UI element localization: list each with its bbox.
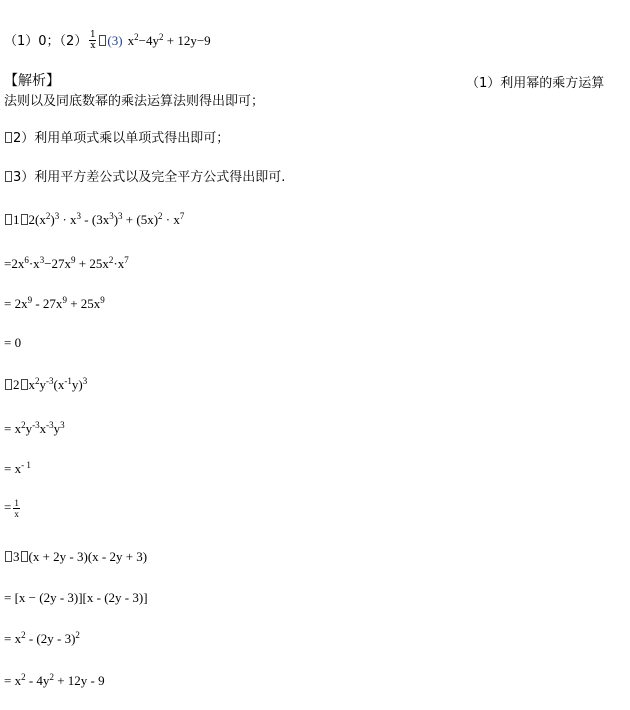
placeholder-box [21,379,28,390]
solution-2-fraction: $\frac{1}{x}$ [14,498,19,519]
answer-fraction [89,30,96,51]
placeholder-box [5,214,12,225]
answer-fraction-den: x [90,41,96,51]
solution-3-line: 3 (x + 2y - 3)(x - 2y + 3) [4,549,147,565]
answer-line [4,30,211,51]
answer-part-3-label: (3) [107,33,123,48]
analysis-line-3: 2）利用单项式乘以单项式得出即可； [4,127,229,146]
solution-3-step-b: = $x^2 - (2y - 3)^2$ [4,630,80,646]
placeholder-box [5,379,12,390]
solution-1-step-b: = $2x^9 - 27x^9 + 25x^9$ [4,295,105,311]
placeholder-box [5,551,12,562]
solution-2-step-b: = $x^{- 1}$ [4,460,31,476]
analysis-line-2: 法则以及同底数幂的乘法运算法则得出即可； [4,94,265,109]
solution-2-line: 2 $x^2y^{-3}(x^{-1}y)^3$ [4,377,87,393]
answer-fraction-num: 1 [90,30,96,40]
analysis-line-4: 3）利用平方差公式以及完全平方公式得出即可. [4,166,285,185]
solution-2-step-a: = $x^2y^{-3}x^{-3}y^3$ [4,420,65,436]
solution-3-result: = $x^2 - 4y^2 + 12y - 9$ [4,672,105,688]
placeholder-box [21,214,28,225]
solution-1-line: 1 $2(x^2)^3 \cdot x^3 - (3x^3)^3 + (5x)^2 \cdot x^7$ [4,212,184,228]
solution-1-step-a: $=2x^6\cdot x^3-27x^9 + 25x^2\cdot x^7$ [4,255,129,271]
answer-expression: $x^2-4y^2 + 12y-9$ [127,32,211,48]
placeholder-box [5,171,12,182]
placeholder-box [21,551,28,562]
solution-2-result: = $\frac{1}{x}$ [4,498,19,519]
answer-part-1-2: （1）0；（2） [4,34,88,49]
placeholder-box [99,35,106,46]
solution-1-result: = 0 [4,335,22,350]
placeholder-box [5,132,12,143]
solution-3-step-a: = [x − (2y - 3)][x - (2y - 3)] [4,590,148,605]
analysis-right-text: （1）利用幂的乘方运算 [466,76,605,91]
analysis-heading: 【解析】 [4,73,60,89]
